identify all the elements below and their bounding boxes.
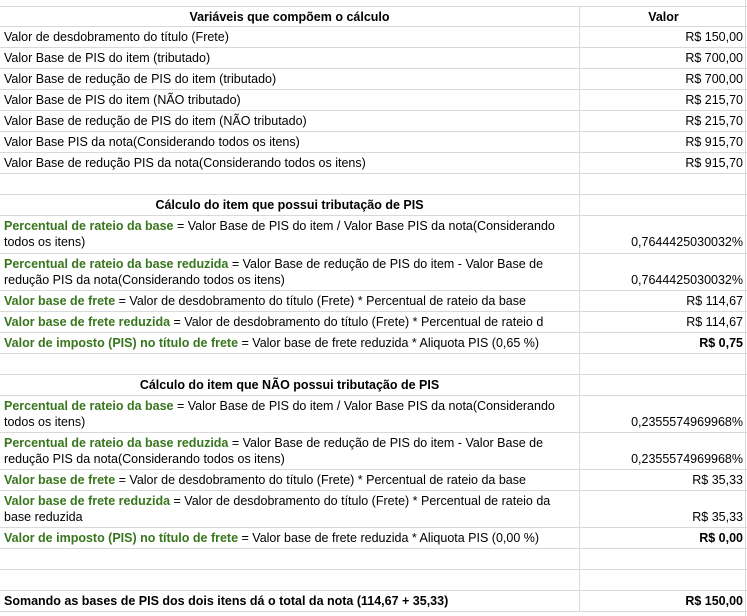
formula-cell[interactable] bbox=[0, 396, 580, 432]
formula-value[interactable]: 0,7644425030032% bbox=[631, 273, 743, 287]
formula-cell[interactable] bbox=[0, 216, 580, 253]
table-row bbox=[0, 48, 747, 69]
empty-row bbox=[0, 174, 747, 195]
formula-text: = Valor Base de redução de PIS do item - Valor Base de redução PIS da nota(Considerando todos os itens) bbox=[4, 257, 544, 287]
table-row bbox=[0, 27, 747, 48]
formula-value[interactable]: R$ 114,67 bbox=[686, 294, 743, 308]
term-label: Percentual de rateio da base bbox=[4, 399, 174, 413]
formula-cell[interactable] bbox=[0, 333, 580, 353]
formula-text: = Valor base de frete reduzida * Aliquota PIS (0,00 %) bbox=[238, 531, 540, 545]
table-row bbox=[0, 333, 747, 354]
formula-value[interactable]: R$ 0,75 bbox=[699, 336, 743, 350]
empty-row bbox=[0, 354, 747, 375]
formula-value[interactable]: R$ 114,67 bbox=[686, 315, 743, 329]
empty-cell[interactable] bbox=[0, 354, 580, 374]
table-row bbox=[0, 132, 747, 153]
formula-cell[interactable] bbox=[0, 291, 580, 311]
formula-text: = Valor Base de redução de PIS do item - Valor Base de redução PIS da nota(Considerando todos os itens) bbox=[4, 436, 544, 466]
formula-text: = Valor de desdobramento do título (Frete) * Percentual de rateio da base reduzida bbox=[4, 494, 551, 524]
table-row bbox=[0, 396, 747, 433]
variable-label[interactable]: Valor de desdobramento do título (Frete) bbox=[0, 27, 580, 47]
section-title[interactable]: Cálculo do item que NÃO possui tributação de PIS bbox=[0, 375, 580, 395]
table-row bbox=[0, 90, 747, 111]
variable-label[interactable]: Valor Base PIS da nota(Considerando todos os itens) bbox=[0, 132, 580, 152]
variable-value[interactable]: R$ 915,70 bbox=[685, 135, 743, 149]
term-label: Percentual de rateio da base reduzida bbox=[4, 257, 229, 271]
formula-cell[interactable] bbox=[0, 433, 580, 469]
table-row bbox=[0, 153, 747, 174]
term-label: Valor de imposto (PIS) no título de frete bbox=[4, 336, 239, 350]
table-row bbox=[0, 111, 747, 132]
table-row bbox=[0, 291, 747, 312]
variable-label[interactable]: Valor Base de redução PIS da nota(Considerando todos os itens) bbox=[0, 153, 580, 173]
empty-cell[interactable] bbox=[0, 549, 580, 569]
table-row bbox=[0, 528, 747, 549]
variable-value[interactable]: R$ 700,00 bbox=[685, 51, 743, 65]
header-row bbox=[0, 6, 747, 27]
variable-value[interactable]: R$ 915,70 bbox=[685, 156, 743, 170]
formula-value[interactable]: 0,2355574969968% bbox=[631, 452, 743, 466]
formula-value[interactable]: R$ 35,33 bbox=[692, 510, 743, 524]
variable-value[interactable]: R$ 215,70 bbox=[685, 114, 743, 128]
total-row bbox=[0, 591, 747, 612]
empty-cell[interactable] bbox=[580, 570, 747, 590]
empty-cell[interactable] bbox=[580, 195, 747, 215]
formula-value[interactable]: R$ 35,33 bbox=[692, 473, 743, 487]
term-label: Valor base de frete reduzida bbox=[4, 494, 171, 508]
formula-value[interactable]: R$ 0,00 bbox=[699, 531, 743, 545]
variable-label[interactable]: Valor Base de redução de PIS do item (tributado) bbox=[0, 69, 580, 89]
variable-value[interactable]: R$ 700,00 bbox=[685, 72, 743, 86]
variable-label[interactable]: Valor Base de PIS do item (NÃO tributado) bbox=[0, 90, 580, 110]
term-label: Valor base de frete bbox=[4, 294, 116, 308]
empty-cell[interactable] bbox=[0, 174, 580, 194]
empty-cell[interactable] bbox=[0, 570, 580, 590]
formula-text: = Valor de desdobramento do título (Frete) * Percentual de rateio da base bbox=[115, 294, 526, 308]
table-row bbox=[0, 433, 747, 470]
formula-text: = Valor Base de PIS do item / Valor Base PIS da nota(Considerando todos os itens) bbox=[4, 219, 555, 249]
term-label: Percentual de rateio da base reduzida bbox=[4, 436, 229, 450]
formula-cell[interactable] bbox=[0, 312, 580, 332]
term-label: Valor de imposto (PIS) no título de frete bbox=[4, 531, 239, 545]
header-value[interactable]: Valor bbox=[648, 10, 679, 24]
empty-row bbox=[0, 570, 747, 591]
section-title[interactable]: Cálculo do item que possui tributação de PIS bbox=[0, 195, 580, 215]
empty-cell[interactable] bbox=[580, 549, 747, 569]
formula-text: = Valor Base de PIS do item / Valor Base PIS da nota(Considerando todos os itens) bbox=[4, 399, 555, 429]
formula-text: = Valor base de frete reduzida * Aliquota PIS (0,65 %) bbox=[238, 336, 540, 350]
table-row bbox=[0, 216, 747, 254]
total-label[interactable]: Somando as bases de PIS dos dois itens dá o total da nota (114,67 + 35,33) bbox=[0, 591, 580, 611]
total-value[interactable]: R$ 150,00 bbox=[685, 594, 743, 608]
variable-label[interactable]: Valor Base de PIS do item (tributado) bbox=[0, 48, 580, 68]
table-row bbox=[0, 254, 747, 291]
variable-label[interactable]: Valor Base de redução de PIS do item (NÃO tributado) bbox=[0, 111, 580, 131]
formula-text: = Valor de desdobramento do título (Frete) * Percentual de rateio da base bbox=[115, 473, 526, 487]
formula-value[interactable]: 0,7644425030032% bbox=[631, 235, 743, 249]
empty-row bbox=[0, 549, 747, 570]
term-label: Valor base de frete bbox=[4, 473, 116, 487]
variable-value[interactable]: R$ 150,00 bbox=[685, 30, 743, 44]
table-row bbox=[0, 470, 747, 491]
empty-cell[interactable] bbox=[580, 375, 747, 395]
table-row bbox=[0, 491, 747, 528]
table-row bbox=[0, 312, 747, 333]
header-variables[interactable]: Variáveis que compõem o cálculo bbox=[0, 7, 580, 26]
term-label: Percentual de rateio da base bbox=[4, 219, 174, 233]
empty-cell[interactable] bbox=[580, 354, 747, 374]
empty-cell[interactable] bbox=[580, 174, 747, 194]
formula-cell[interactable] bbox=[0, 470, 580, 490]
section-title-row bbox=[0, 195, 747, 216]
variable-value[interactable]: R$ 215,70 bbox=[685, 93, 743, 107]
formula-cell[interactable] bbox=[0, 528, 580, 548]
formula-text: = Valor de desdobramento do título (Frete) * Percentual de rateio d bbox=[170, 315, 544, 329]
formula-value[interactable]: 0,2355574969968% bbox=[631, 415, 743, 429]
term-label: Valor base de frete reduzida bbox=[4, 315, 171, 329]
section-title-row bbox=[0, 375, 747, 396]
formula-cell[interactable] bbox=[0, 254, 580, 290]
formula-cell[interactable] bbox=[0, 491, 580, 527]
table-row bbox=[0, 69, 747, 90]
